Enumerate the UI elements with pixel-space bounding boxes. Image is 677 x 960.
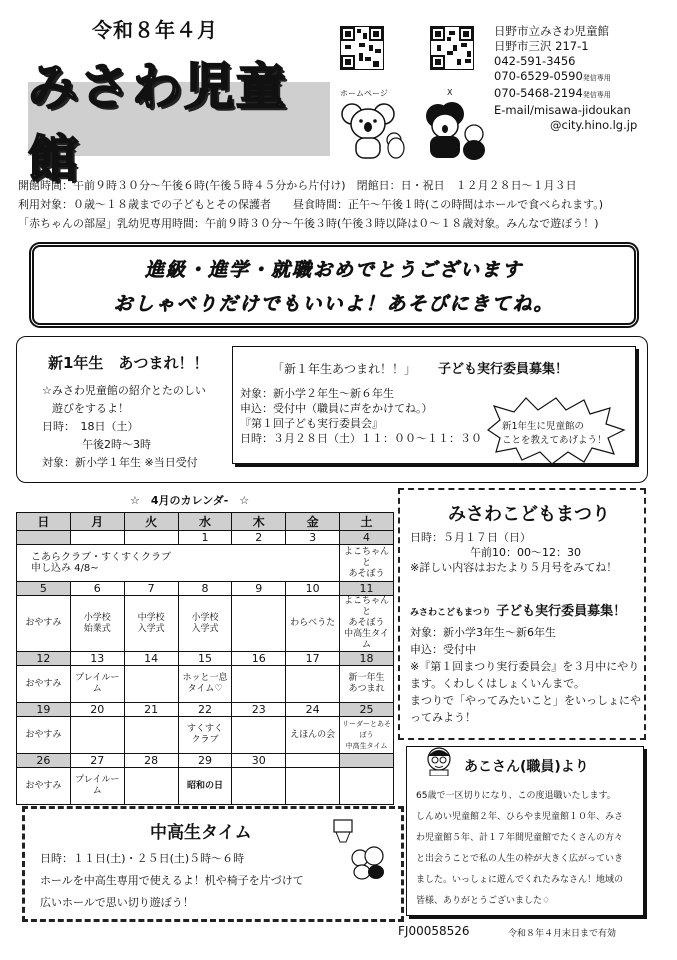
qr-home-label: ホームページ <box>340 89 388 98</box>
day-name: 水 <box>178 513 232 531</box>
calendar-event: こあらクラブ・すくすくクラブ 申し込み 4/8~ <box>17 545 340 582</box>
day-number: 26 <box>17 754 71 768</box>
banner-line-2: おしゃべりだけでもいいよ！あそびにきてね。 <box>113 293 555 315</box>
day-number: 18 <box>340 652 394 666</box>
day-number: 8 <box>178 582 232 596</box>
day-number: 30 <box>232 754 286 768</box>
calendar-event: おやすみ <box>17 717 71 754</box>
farewell-line-4: と出会うことで私の人生の枠が大きく広がっていき <box>416 854 624 864</box>
calendar-event <box>232 666 286 703</box>
day-name: 日 <box>17 513 71 531</box>
day-name: 金 <box>286 513 340 531</box>
festival-recruit <box>410 600 626 619</box>
calendar-event: 小学校 入学式 <box>178 596 232 652</box>
logo-title: みさわ児童館 <box>28 58 288 188</box>
day-number: 21 <box>124 703 178 717</box>
opening-hours: 開館時間：午前９時３０分～午後６時(午後５時４５分から片付け) 閉館日：日・祝日 １２月２８日～１月３日 <box>18 179 577 192</box>
bubble-line-1: 新1年生に児童館の <box>502 421 585 432</box>
newfirst-title: 新1年生 あつまれ！！ <box>48 354 209 372</box>
calendar-event <box>286 768 340 805</box>
day-number: 11 <box>340 582 394 596</box>
newfirst-details <box>42 382 206 472</box>
calendar-event <box>124 717 178 754</box>
contact-info <box>494 24 637 133</box>
recruit-prefix: みさわこどもまつり <box>410 608 492 618</box>
calendar-week-events <box>17 666 394 703</box>
day-number: 5 <box>17 582 71 596</box>
day-number: 15 <box>178 652 232 666</box>
committee-date: 日時：３月２８日（土）１１：００～１１：３０ <box>240 432 482 445</box>
target-users: 利用対象：０歳～１８歳までの子どもとその保護者 昼食時間：正午～午後１時(この時間はホールで食べられます。) <box>18 198 603 211</box>
day-number: 13 <box>70 652 124 666</box>
calendar-event: すくすく クラブ <box>178 717 232 754</box>
festival-time: 午前10：00～12：30 <box>470 546 581 559</box>
day-number: 4 <box>340 531 394 545</box>
calendar-event: 小学校 始業式 <box>70 596 124 652</box>
recruit-body-1: ※『第１回まつり実行委員会』を３月中にやり <box>410 660 640 673</box>
mobile-1-note: 発信専用 <box>582 74 611 82</box>
farewell-title: あこさん(職員)より <box>464 759 589 775</box>
teen-date: 日時：１１日(土)・２５日(土)５時～６時 <box>40 852 245 865</box>
day-number: 20 <box>70 703 124 717</box>
day-number: 27 <box>70 754 124 768</box>
festival-title: みさわこどもまつり <box>448 504 610 525</box>
mobile-1: 070-6529-0590 <box>494 69 583 83</box>
committee-title-b: 子ども実行委員募集！ <box>438 362 569 377</box>
calendar-day-names <box>17 513 394 531</box>
calendar-event: プレイルーム <box>70 666 124 703</box>
newfirst-desc-2: 遊びをするよ！ <box>52 402 129 415</box>
baby-room-hours: 「赤ちゃんの部屋」乳幼児専用時間：午前９時３０分～午後３時(午後３時以降は０～１８歳対象。みんなで遊ぼう！) <box>18 217 599 230</box>
day-number <box>17 531 71 545</box>
footer-code: FJ00058526 <box>398 924 470 938</box>
festival-note: ※詳しい内容はおたより５月号をみてね！ <box>410 561 618 574</box>
newfirst-date-1: 日時： 18日（土） <box>42 420 139 433</box>
calendar-week-events <box>17 545 394 582</box>
facility-name: 日野市立みさわ児童館 <box>494 24 609 38</box>
teen-title: 中高生タイム <box>150 823 252 843</box>
calendar-title: ☆ 4月のカレンダ- ☆ <box>130 494 250 507</box>
calendar-event: よこちゃんと あそぼう <box>340 545 394 582</box>
day-number: 16 <box>232 652 286 666</box>
committee-target: 対象：新小学２年生～新６年生 <box>240 387 394 400</box>
kodomo-kan-logo <box>28 58 330 188</box>
calendar-event: 中学校 入学式 <box>124 596 178 652</box>
april-calendar <box>16 512 394 805</box>
calendar-week-numbers <box>17 582 394 596</box>
calendar-event <box>124 666 178 703</box>
calendar-week-numbers <box>17 531 394 545</box>
day-name: 土 <box>340 513 394 531</box>
calendar-event: 新一年生 あつまれ <box>340 666 394 703</box>
calendar-event: おやすみ <box>17 666 71 703</box>
phone: 042-591-3456 <box>494 54 576 68</box>
issue-date: 令和８年４月 <box>92 18 218 42</box>
calendar-event: おやすみ <box>17 596 71 652</box>
day-name: 月 <box>70 513 124 531</box>
recruit-body-4: ってみよう！ <box>410 711 476 724</box>
day-number: 29 <box>178 754 232 768</box>
calendar-event: よこちゃんと あそぼう 中高生タイム <box>340 596 394 652</box>
day-number: 19 <box>17 703 71 717</box>
calendar-event: ホッと一息 タイム♡ <box>178 666 232 703</box>
day-number: 9 <box>232 582 286 596</box>
farewell-line-5: ました。いっしょに遊んでくれたみなさん！地域の <box>416 875 624 885</box>
day-number: 3 <box>286 531 340 545</box>
farewell-text <box>416 786 623 912</box>
calendar-event <box>232 768 286 805</box>
day-number: 12 <box>17 652 71 666</box>
staff-face-icon <box>422 746 456 780</box>
day-number <box>70 531 124 545</box>
calendar-event: リーダーとあそぼう 中高生タイム <box>340 717 394 754</box>
day-number: 10 <box>286 582 340 596</box>
qr-code-icon[interactable] <box>430 26 474 70</box>
day-number: 28 <box>124 754 178 768</box>
calendar-event <box>340 768 394 805</box>
farewell-line-2: しんめい児童館２年、ひらやま児童館１０年、みさ <box>416 812 624 822</box>
banner-line-1: 進級・進学・就職おめでとうございます <box>144 259 523 281</box>
mobile-2: 070-5468-2194 <box>494 86 583 100</box>
calendar-week-events <box>17 596 394 652</box>
day-number <box>340 754 394 768</box>
committee-title-a: 「新１年生あつまれ！！」 <box>272 362 417 376</box>
newfirst-desc-1: ☆みさわ児童館の紹介とたのしい <box>42 384 206 397</box>
calendar-event: えほんの会 <box>286 717 340 754</box>
day-number: 7 <box>124 582 178 596</box>
festival-recruit-details <box>410 624 641 726</box>
greeting-banner <box>32 245 636 325</box>
day-number: 17 <box>286 652 340 666</box>
bubble-line-2: ことを教えてあげよう！ <box>502 435 607 446</box>
calendar-event <box>286 666 340 703</box>
day-name: 木 <box>232 513 286 531</box>
calendar-week-numbers <box>17 754 394 768</box>
calendar-event: 昭和の日 <box>178 768 232 805</box>
committee-apply: 申込：受付中（職員に声をかけてね。） <box>240 402 433 415</box>
farewell-line-3: わ児童館５年、計１７年間児童館でたくさんの方々 <box>416 833 624 843</box>
day-number: 14 <box>124 652 178 666</box>
newfirst-target: 対象：新小学１年生 ※当日受付 <box>42 456 198 469</box>
email-line-1[interactable]: E-mail/misawa-jidoukan <box>494 103 631 117</box>
koala-mascot-icon <box>418 98 490 166</box>
calendar-week-events <box>17 717 394 754</box>
calendar-event <box>70 717 124 754</box>
qr-code-icon[interactable] <box>340 26 384 70</box>
day-number <box>286 754 340 768</box>
teen-line-3: 広いホールで思い切り遊ぼう！ <box>40 896 194 909</box>
basketball-icon <box>330 818 388 884</box>
mobile-2-note: 発信専用 <box>582 91 611 99</box>
recruit-title: 子ども実行委員募集！ <box>496 604 627 619</box>
qr-x-label: X <box>447 88 453 97</box>
day-number <box>124 531 178 545</box>
calendar-week-numbers <box>17 703 394 717</box>
koala-mascot-icon <box>338 100 408 166</box>
day-number: 24 <box>286 703 340 717</box>
committee-details <box>240 386 482 446</box>
calendar-event <box>232 596 286 652</box>
recruit-target: 対象：新小学3年生～新6年生 <box>410 626 556 639</box>
recruit-body-3: まつりで「やってみたいこと」をいっしょにや <box>410 694 641 707</box>
farewell-line-6: 皆様、ありがとうございました♢ <box>416 896 551 906</box>
committee-meeting: 『第１回子ども実行委員会』 <box>240 417 383 430</box>
teen-line-2: ホールを中高生専用で使えるよ！机や椅子を片づけて <box>40 874 304 887</box>
teen-details <box>40 848 304 914</box>
email-line-2[interactable]: @city.hino.lg.jp <box>550 118 638 132</box>
calendar-week-numbers <box>17 652 394 666</box>
day-number: 6 <box>70 582 124 596</box>
calendar-week-events <box>17 768 394 805</box>
day-number: 22 <box>178 703 232 717</box>
address: 日野市三沢 217-1 <box>494 39 589 53</box>
day-number: 1 <box>178 531 232 545</box>
recruit-body-2: ます。くわしくはしょくいんまで。 <box>410 677 585 690</box>
day-number: 2 <box>232 531 286 545</box>
newfirst-date-2: 午後2時～3時 <box>82 438 151 451</box>
farewell-line-1: 65歳で一区切りになり、この度退職いたします。 <box>416 791 616 801</box>
calendar-event: わらべうた <box>286 596 340 652</box>
festival-details <box>410 530 617 575</box>
recruit-apply: 申込：受付中 <box>410 643 476 656</box>
calendar-event: プレイルーム <box>70 768 124 805</box>
day-number: 25 <box>340 703 394 717</box>
calendar-event <box>232 717 286 754</box>
calendar-event <box>124 768 178 805</box>
day-name: 火 <box>124 513 178 531</box>
day-number: 23 <box>232 703 286 717</box>
festival-date: 日時：５月１７日（日） <box>410 531 531 544</box>
bubble-text <box>502 420 607 448</box>
calendar-event: おやすみ <box>17 768 71 805</box>
footer-valid: 令和８年４月末日まで有効 <box>508 929 617 939</box>
